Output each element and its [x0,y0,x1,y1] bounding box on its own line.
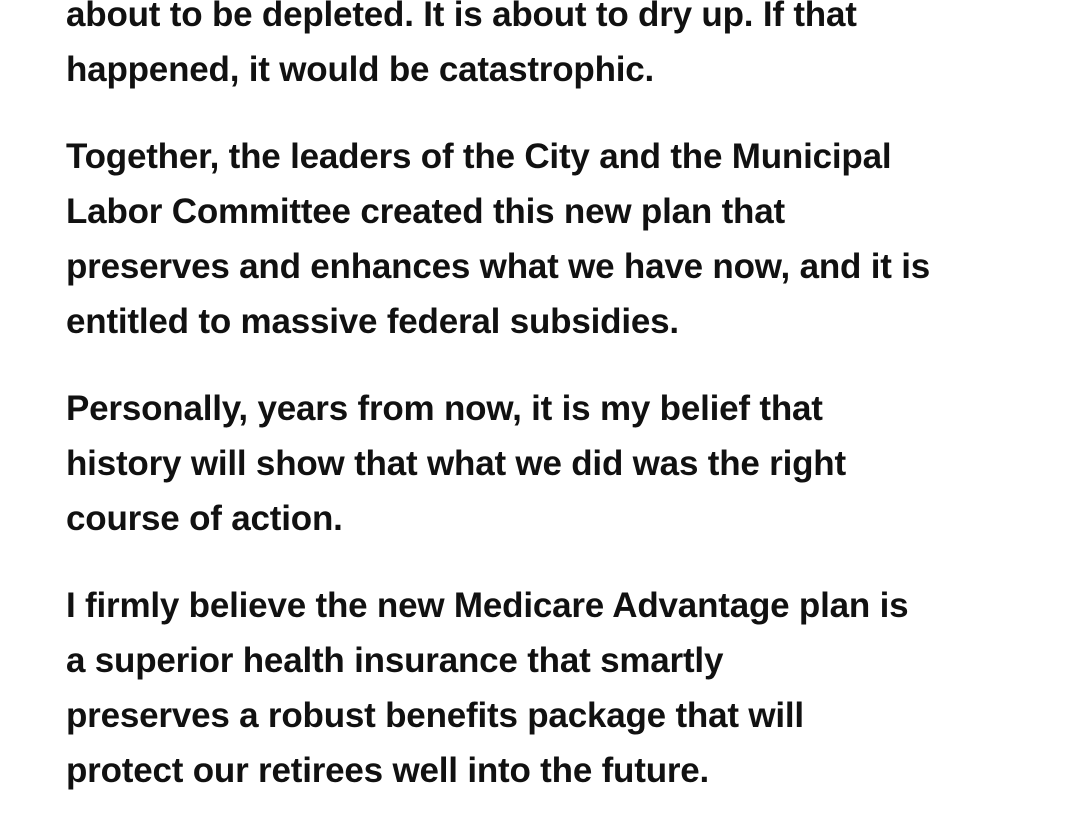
text-line: preserves and enhances what we have now, and it is [66,247,931,286]
text-line: a superior health insurance that smartly [66,641,724,680]
paragraph-conclusion [66,578,1076,798]
text-line: protect our retirees well into the future. [66,751,710,790]
text-line: history will show that what we did was the right [66,444,846,483]
text-line: course of action. [66,499,343,538]
text-line: preserves a robust benefits package that will [66,696,804,735]
text-line: Together, the leaders of the City and the Municipal [66,137,892,176]
text-line: entitled to massive federal subsidies. [66,302,679,341]
text-line: I firmly believe the new Medicare Advantage plan is [66,586,909,625]
text-line: happened, it would be catastrophic. [66,50,655,89]
paragraph-depletion [66,0,1076,97]
paragraph-personal-belief [66,381,1076,546]
text-line: Labor Committee created this new plan that [66,192,785,231]
text-line: Personally, years from now, it is my belief that [66,389,823,428]
paragraph-new-plan [66,129,1076,349]
text-line: about to be depleted. It is about to dry up. If that [66,0,857,34]
article-body [66,0,1076,830]
